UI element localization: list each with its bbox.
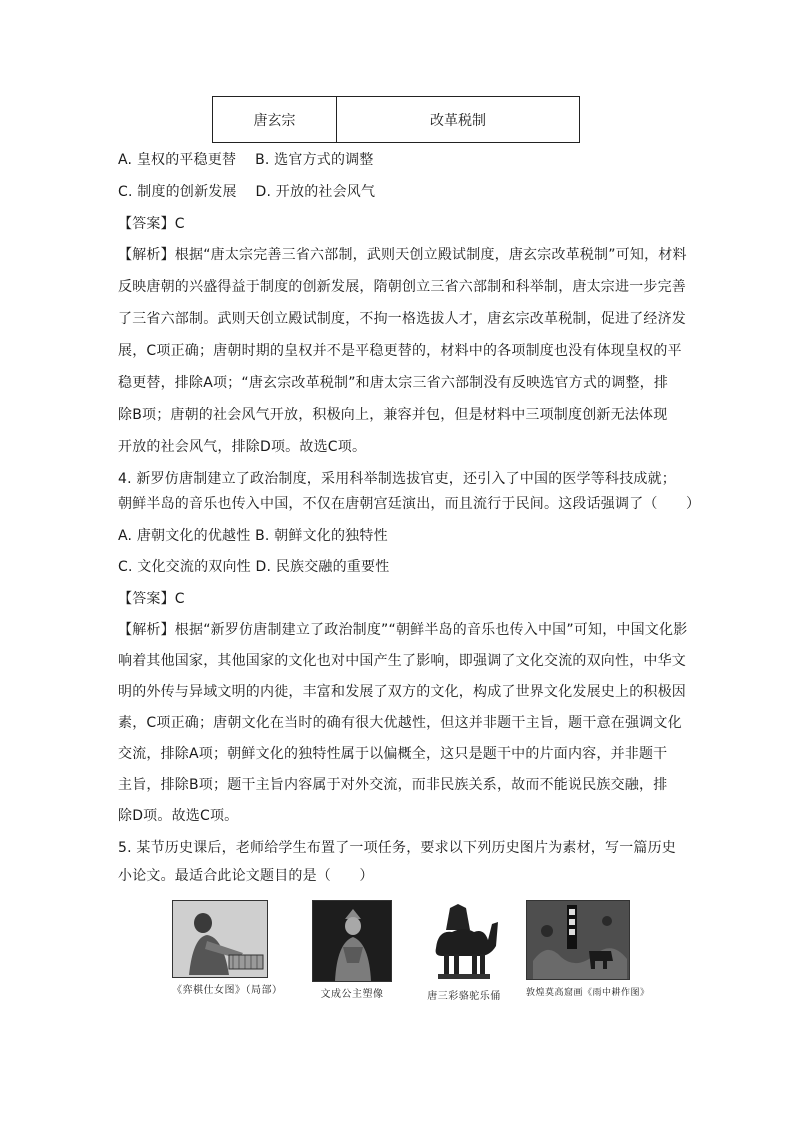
figure-princess-wencheng: [312, 900, 392, 1002]
q4-analysis-line: 除D项。故选C项。: [118, 808, 239, 824]
camel-figurine-picture: [422, 900, 506, 984]
figure-caption: 《弈棋仕女图》（局部）: [172, 985, 283, 996]
q4-analysis-line: 明的外传与异域文明的内徙，丰富和发展了双方的文化，构成了世界文化发展史上的积极因: [118, 684, 686, 700]
weiqi-lady-picture: [172, 900, 268, 978]
q4-stem-line: 4. 新罗仿唐制建立了政治制度，采用科举制选拔官吏，还引入了中国的医学等科技成就；: [118, 471, 677, 487]
q4-analysis-line: 素，C项正确；唐朝文化在当时的确有很大优越性，但这并非题干主旨，题干意在强调文化: [118, 715, 682, 731]
q4-options-ab: A. 唐朝文化的优越性 B. 朝鲜文化的独特性: [118, 528, 388, 544]
q4-options-cd: C. 文化交流的双向性 D. 民族交融的重要性: [118, 559, 390, 575]
figure-tang-camel: [422, 900, 506, 1004]
q3-analysis-line: 稳更替，排除A项；“唐玄宗改革税制”和唐太宗三省六部制没有反映选官方式的调整，排: [118, 375, 669, 391]
q5-stem-line: 5. 某节历史课后，老师给学生布置了一项任务，要求以下列历史图片为素材，写一篇历史: [118, 840, 677, 856]
princess-statue-picture: [312, 900, 392, 982]
q3-analysis-line: 展，C项正确；唐朝时期的皇权并不是平稳更替的，材料中的各项制度也没有体现皇权的平: [118, 343, 682, 359]
q4-analysis-line: 【解析】根据“新罗仿唐制建立了政治制度”“朝鲜半岛的音乐也传入中国”可知，中国文化影: [118, 622, 688, 638]
q3-analysis-line: 了三省六部制。武则天创立殿试制度，不拘一格选拔人才，唐玄宗改革税制，促进了经济发: [118, 311, 686, 327]
figure-caption: 敦煌莫高窟画《雨中耕作图》: [526, 988, 650, 998]
q4-analysis-line: 响着其他国家，其他国家的文化也对中国产生了影响，即强调了文化交流的双向性，中华文: [118, 653, 686, 669]
dunhuang-mural-picture: [526, 900, 630, 980]
q3-analysis-line: 除B项；唐朝的社会风气开放，积极向上，兼容并包，但是材料中三项制度创新无法体现: [118, 407, 668, 423]
figure-dunhuang-mural: [526, 900, 650, 1000]
q3-options-ab: A. 皇权的平稳更替 B. 选官方式的调整: [118, 152, 374, 168]
figure-caption: 文成公主塑像: [320, 989, 384, 1000]
figure-weiqi-lady: [172, 900, 283, 998]
q3-analysis-line: 反映唐朝的兴盛得益于制度的创新发展，隋朝创立三省六部制和科举制，唐太宗进一步完善: [118, 279, 686, 295]
table-cell-measure: 改革税制: [430, 112, 486, 129]
table-cell-emperor: 唐玄宗: [213, 97, 337, 142]
q3-options-cd: C. 制度的创新发展 D. 开放的社会风气: [118, 184, 376, 200]
q4-answer: 【答案】C: [118, 591, 185, 607]
q5-stem-line: 小论文。最适合此论文题目的是（ ）: [118, 868, 374, 884]
figure-caption: 唐三彩骆驼乐俑: [427, 991, 501, 1002]
q3-analysis-line: 【解析】根据“唐太宗完善三省六部制，武则天创立殿试制度，唐玄宗改革税制”可知，材料: [118, 247, 687, 263]
reform-table: [212, 96, 580, 143]
figure-row: [160, 900, 650, 1010]
q4-analysis-line: 主旨，排除B项；题干主旨内容属于对外交流，而非民族关系，故而不能说民族交融，排: [118, 777, 668, 793]
q3-analysis-line: 开放的社会风气，排除D项。故选C项。: [118, 439, 367, 455]
q3-answer: 【答案】C: [118, 216, 185, 232]
q4-stem-line: 朝鲜半岛的音乐也传入中国，不仅在唐朝宫廷演出，而且流行于民间。这段话强调了（ ）: [118, 496, 701, 512]
q4-analysis-line: 交流，排除A项；朝鲜文化的独特性属于以偏概全，这只是题干中的片面内容，并非题干: [118, 746, 668, 762]
